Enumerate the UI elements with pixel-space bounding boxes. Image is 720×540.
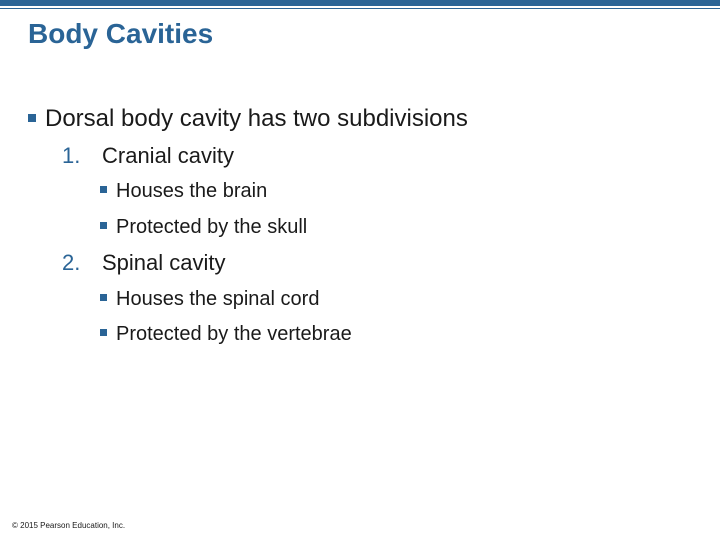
square-bullet-icon: [100, 294, 107, 301]
slide-title: Body Cavities: [28, 18, 214, 49]
header-bar: [0, 0, 720, 10]
numbered-item-cranial: [62, 142, 234, 170]
square-bullet-icon: [28, 114, 36, 122]
sub-bullet-text: Houses the spinal cord: [116, 288, 320, 310]
numbered-item-spinal: [62, 249, 226, 277]
sub-bullet-text: Houses the brain: [116, 180, 268, 202]
sub-bullet-text: Protected by the vertebrae: [116, 323, 352, 345]
sub-bullet-cranial-2: [100, 214, 307, 240]
square-bullet-icon: [100, 186, 107, 193]
square-bullet-icon: [100, 329, 107, 336]
item-text: Spinal cavity: [102, 250, 226, 275]
item-text: Cranial cavity: [102, 143, 235, 168]
sub-bullet-spinal-1: [100, 286, 319, 312]
square-bullet-icon: [100, 222, 107, 229]
sub-bullet-cranial-1: [100, 178, 267, 204]
bullet-level1-text: Dorsal body cavity has two subdivisions: [45, 105, 468, 132]
sub-bullet-spinal-2: [100, 321, 352, 347]
bullet-level1: [28, 104, 468, 134]
sub-bullet-text: Protected by the skull: [116, 216, 308, 238]
item-number: 1.: [62, 143, 81, 168]
copyright-footer: © 2015 Pearson Education, Inc.: [12, 521, 126, 530]
header-bar-thin-line: [0, 8, 720, 9]
item-number: 2.: [62, 250, 81, 275]
header-bar-thick-line: [0, 0, 720, 6]
